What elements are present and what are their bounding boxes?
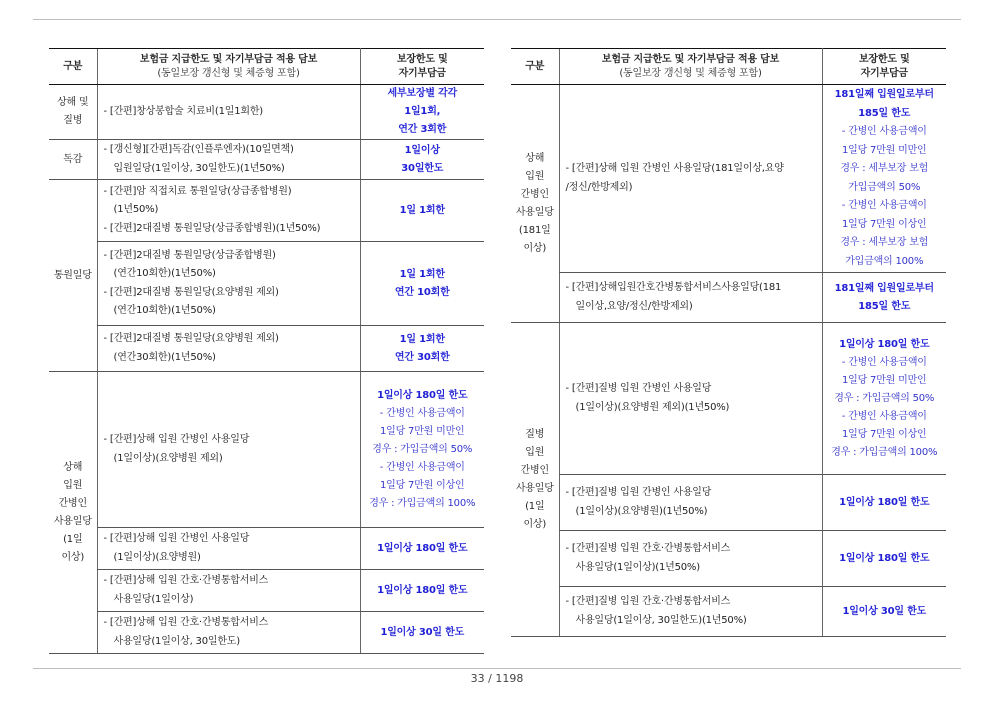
coverage-cell: - [간편]암 직접치료 통원일당(상급종합병원) (1년50%) - [간편]2대질병 통원일당(상급종합병원)(1년50%)	[97, 180, 360, 242]
category-cell: 통원일당	[49, 180, 97, 372]
category-cell: 상해 입원 간병인 사용일당 (1일 이상)	[49, 372, 97, 654]
coverage-cell: - [간편]상해 입원 간호·간병통합서비스 사용일당(1일이상)	[97, 570, 360, 612]
category-cell: 독감	[49, 140, 97, 180]
right-coverage-table	[511, 48, 946, 637]
table-row	[511, 531, 946, 587]
limit-cell: 181일째 입원일로부터 185일 한도	[822, 273, 946, 323]
coverage-cell: - [간편]2대질병 통원일당(요양병원 제외) (연간30회한)(1년50%)	[97, 326, 360, 372]
header-coverage: 보험금 지급한도 및 자기부담금 적용 담보 (동일보장 갱신형 및 체증형 포함)	[97, 49, 360, 85]
table-row	[49, 570, 484, 612]
table-row	[49, 612, 484, 654]
coverage-cell: - [간편]창상봉합술 치료비(1일1회한)	[97, 85, 360, 140]
left-coverage-table	[49, 48, 484, 654]
header-limit: 보장한도 및 자기부담금	[822, 49, 946, 85]
table-row	[511, 475, 946, 531]
coverage-cell: - [간편]상해입원간호간병통합서비스사용일당(181 일이상,요양/정신/한방제외)	[559, 273, 822, 323]
page-number: 33 / 1198	[470, 672, 524, 685]
limit-cell: 세부보장별 각각 1일1회, 연간 3회한	[360, 85, 484, 140]
table-row	[511, 587, 946, 637]
limit-cell: 181일째 입원일로부터 185일 한도 - 간병인 사용금액이 1일당 7만원 미만인 경우 : 세부보장 보험 가입금액의 50% - 간병인 사용금액이 1일당 7만원 이상인 경우 : 세부보장 보험 가입금액의 100%	[822, 85, 946, 273]
table-row	[49, 140, 484, 180]
coverage-cell: - [간편]질병 입원 간병인 사용일당 (1일이상)(요양병원)(1년50%)	[559, 475, 822, 531]
table-row	[511, 273, 946, 323]
category-cell: 상해 및 질병	[49, 85, 97, 140]
limit-cell: 1일이상 30일한도	[360, 140, 484, 180]
limit-cell: 1일이상 180일 한도	[822, 531, 946, 587]
coverage-cell: - [간편]2대질병 통원일당(상급종합병원) (연간10회한)(1년50%) - [간편]2대질병 통원일당(요양병원 제외) (연간10회한)(1년50%)	[97, 242, 360, 326]
table-row	[511, 323, 946, 475]
limit-cell: 1일이상 180일 한도	[360, 528, 484, 570]
coverage-cell: - [간편]상해 입원 간병인 사용일당 (1일이상)(요양병원)	[97, 528, 360, 570]
limit-cell: 1일이상 180일 한도	[822, 475, 946, 531]
table-row	[49, 242, 484, 326]
table-row	[511, 85, 946, 273]
category-cell: 상해 입원 간병인 사용일당 (181일 이상)	[511, 85, 559, 323]
coverage-cell: - [간편]상해 입원 간호·간병통합서비스 사용일당(1일이상, 30일한도)	[97, 612, 360, 654]
table-row	[49, 326, 484, 372]
limit-cell: 1일 1회한 연간 10회한	[360, 242, 484, 326]
coverage-cell: - [간편]상해 입원 간병인 사용일당(181일이상,요양 /정신/한방제외)	[559, 85, 822, 273]
header-coverage: 보험금 지급한도 및 자기부담금 적용 담보 (동일보장 갱신형 및 체증형 포함)	[559, 49, 822, 85]
header-category: 구분	[511, 49, 559, 85]
limit-cell: 1일이상 180일 한도	[360, 570, 484, 612]
header-category: 구분	[49, 49, 97, 85]
coverage-cell: - [간편]질병 입원 간병인 사용일당 (1일이상)(요양병원 제외)(1년50%)	[559, 323, 822, 475]
limit-cell: 1일 1회한	[360, 180, 484, 242]
table-row	[49, 528, 484, 570]
top-rule	[33, 19, 961, 20]
table-row	[49, 180, 484, 242]
bottom-rule	[33, 668, 961, 669]
limit-cell: 1일이상 30일 한도	[360, 612, 484, 654]
coverage-cell: - [간편]상해 입원 간병인 사용일당 (1일이상)(요양병원 제외)	[97, 372, 360, 528]
coverage-cell: - [갱신형][간편]독감(인플루엔자)(10일면책) 입원일당(1일이상, 30일한도)(1년50%)	[97, 140, 360, 180]
limit-cell: 1일이상 30일 한도	[822, 587, 946, 637]
coverage-cell: - [간편]질병 입원 간호·간병통합서비스 사용일당(1일이상)(1년50%)	[559, 531, 822, 587]
limit-cell: 1일이상 180일 한도 - 간병인 사용금액이 1일당 7만원 미만인 경우 : 가입금액의 50% - 간병인 사용금액이 1일당 7만원 이상인 경우 : 가입금액의 100%	[360, 372, 484, 528]
header-limit: 보장한도 및 자기부담금	[360, 49, 484, 85]
category-cell: 질병 입원 간병인 사용일당 (1일 이상)	[511, 323, 559, 637]
limit-cell: 1일 1회한 연간 30회한	[360, 326, 484, 372]
table-row	[49, 85, 484, 140]
table-row	[49, 372, 484, 528]
coverage-cell: - [간편]질병 입원 간호·간병통합서비스 사용일당(1일이상, 30일한도)(1년50%)	[559, 587, 822, 637]
limit-cell: 1일이상 180일 한도 - 간병인 사용금액이 1일당 7만원 미만인 경우 : 가입금액의 50% - 간병인 사용금액이 1일당 7만원 이상인 경우 : 가입금액의 100%	[822, 323, 946, 475]
